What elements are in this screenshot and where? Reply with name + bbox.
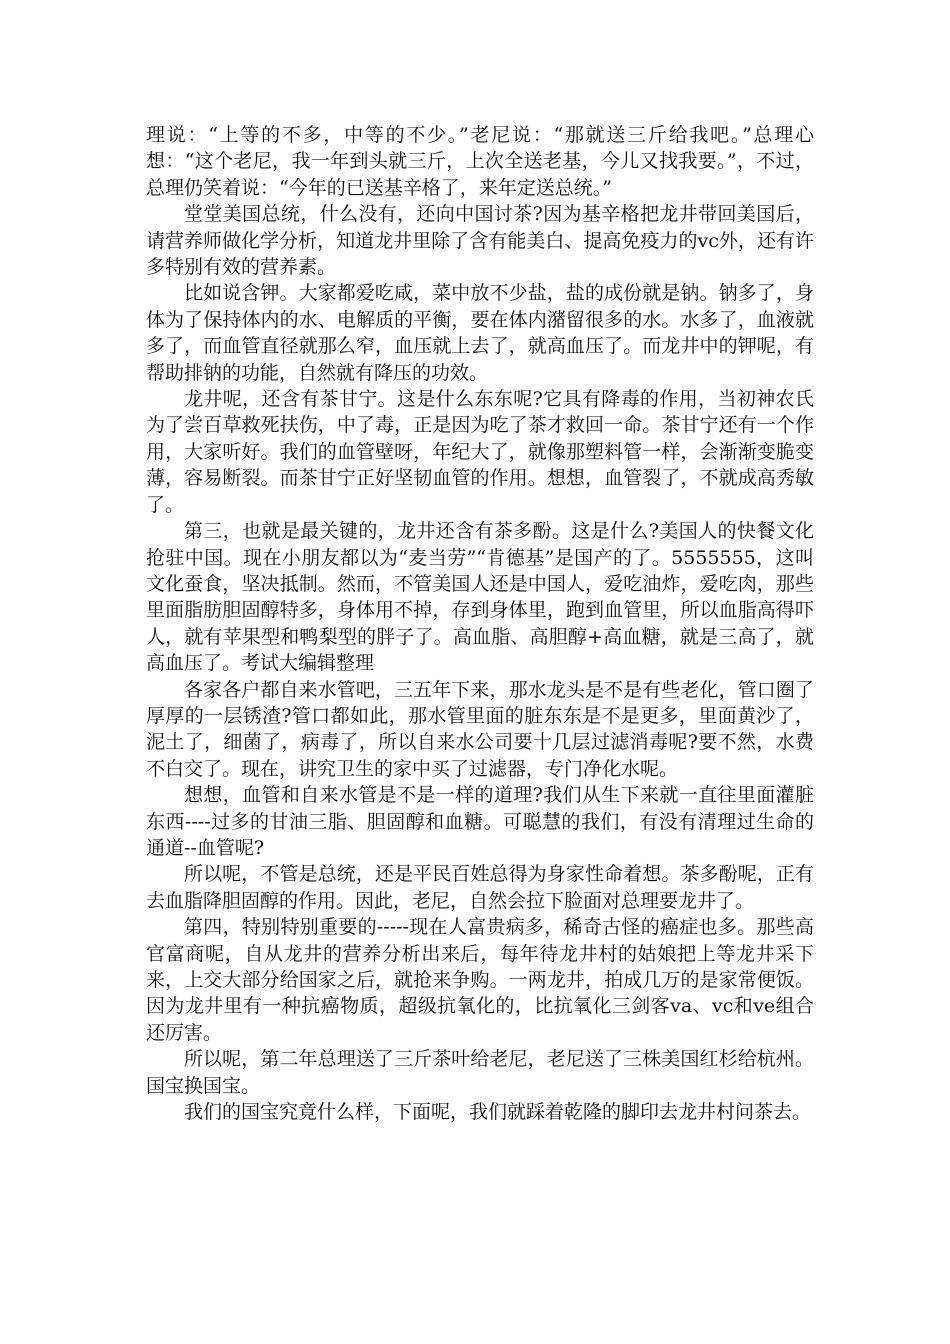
paragraph-8: 所以呢，不管是总统，还是平民百姓总得为身家性命着想。茶多酚呢，正有去血脂降胆固醇的作用。因此，老尼，自然会拉下脸面对总理要龙井了。 xyxy=(146,863,814,912)
paragraph-11: 我们的国宝究竟什么样，下面呢，我们就踩着乾隆的脚印去龙井村问茶去。 xyxy=(184,1101,812,1124)
paragraph-7: 想想，血管和自来水管是不是一样的道理?我们从生下来就一直往里面灌脏东西----过多的甘油三脂、胆固醇和血糖。可聪慧的我们，有没有清理过生命的通道--血管呢? xyxy=(146,784,814,859)
paragraph-2: 堂堂美国总统，什么没有，还向中国讨茶?因为基辛格把龙井带回美国后，请营养师做化学分析，知道龙井里除了含有能美白、提高免疫力的vc外，还有许多特别有效的营养素。 xyxy=(146,203,814,279)
paragraph-9: 第四，特别特别重要的-----现在人富贵病多，稀奇古怪的癌症也多。那些高官富商呢，自从龙井的营养分析出来后，每年待龙井村的姑娘把上等龙井采下来，上交大部分给国家之后，就抢来争购。一两龙井，拍成几万的是家常便饭。因为龙井里有一种抗癌物质，超级抗氧化的，比抗氧化三剑客va、vc和ve组合还厉害。 xyxy=(146,916,814,1044)
paragraph-1: 理说：“上等的不多，中等的不少。”老尼说：“那就送三斤给我吧。”总理心想：“这个老尼，我一年到头就三斤，上次全送老基，今儿又找我要。”，不过，总理仍笑着说：“今年的已送基辛格了，来年定送总统。” xyxy=(146,124,814,199)
document-body xyxy=(146,122,814,1125)
paragraph-10: 所以呢，第二年总理送了三斤茶叶给老尼，老尼送了三株美国红杉给杭州。国宝换国宝。 xyxy=(146,1048,814,1097)
paragraph-3: 比如说含钾。大家都爱吃咸，菜中放不少盐，盐的成份就是钠。钠多了，身体为了保持体内的水、电解质的平衡，要在体内潴留很多的水。水多了，血液就多了，而血管直径就那么窄，血压就上去了，就高血压了。而龙井中的钾呢，有帮助排钠的功能，自然就有降压的功效。 xyxy=(146,282,814,384)
paragraph-6: 各家各户都自来水管吧，三五年下来，那水龙头是不是有些老化，管口圈了厚厚的一层锈渣?管口都如此，那水管里面的脏东东是不是更多，里面黄沙了，泥土了，细菌了，病毒了，所以自来水公司要十几层过滤消毒呢?要不然，水费不白交了。现在，讲究卫生的家中买了过滤器，专门净化水呢。 xyxy=(146,678,814,780)
paragraph-5: 第三，也就是最关键的，龙井还含有茶多酚。这是什么?美国人的快餐文化抢驻中国。现在小朋友都以为“麦当劳”“肯德基”是国产的了。5555555，这叫文化蚕食，坚决抵制。然而，不管美国人还是中国人，爱吃油炸，爱吃肉，那些里面脂肪胆固醇特多，身体用不掉，存到身体里，跑到血管里，所以血脂高得吓人，就有苹果型和鸭梨型的胖子了。高血脂、高胆醇+高血糖，就是三高了，就高血压了。考试大编辑整理 xyxy=(146,520,814,675)
paragraph-4: 龙井呢，还含有茶甘宁。这是什么东东呢?它具有降毒的作用，当初神农氏为了尝百草救死扶伤，中了毒，正是因为吃了茶才救回一命。茶甘宁还有一个作用，大家听好。我们的血管壁呀，年纪大了，就像那塑料管一样，会渐渐变脆变薄，容易断裂。而茶甘宁正好坚韧血管的作用。想想，血管裂了，不就成高秀敏了。 xyxy=(146,388,814,516)
